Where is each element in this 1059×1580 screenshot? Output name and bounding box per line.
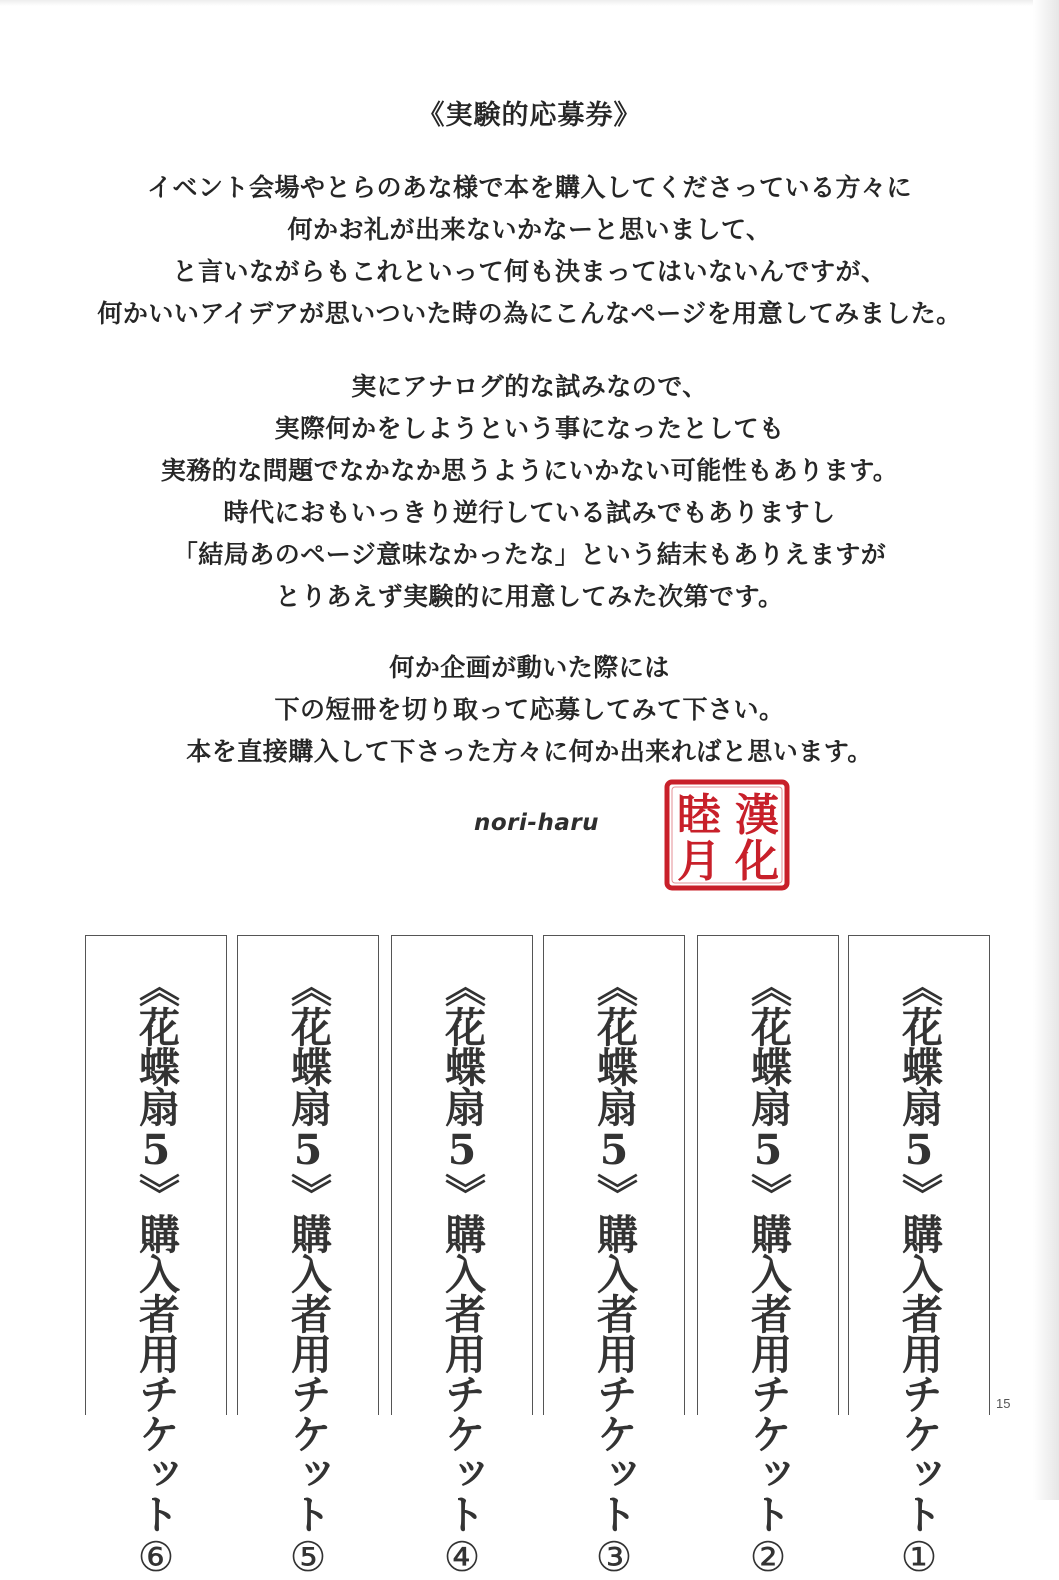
stamp-char: 睦 <box>677 790 721 841</box>
ticket-label: 《花蝶扇5》購入者用チケット② <box>744 966 792 1580</box>
text-line: 何かお礼が出来ないかなーと思いまして、 <box>287 215 772 244</box>
author-signature: nori-haru <box>474 810 600 836</box>
ticket-number: ⑥ <box>132 1533 180 1580</box>
ticket-number: ③ <box>590 1533 638 1580</box>
text-line: 何か企画が動いた際には <box>389 653 670 682</box>
text-line: 下の短冊を切り取って応募してみて下さい。 <box>274 695 785 724</box>
ticket-2[interactable] <box>697 935 839 1580</box>
text-line: 実にアナログ的な試みなので、 <box>351 372 708 401</box>
paragraph-caveats <box>0 366 1059 618</box>
ticket-label: 《花蝶扇5》購入者用チケット③ <box>590 966 638 1580</box>
text-line: 本を直接購入して下さった方々に何か出来ればと思います。 <box>186 737 873 766</box>
ticket-label: 《花蝶扇5》購入者用チケット④ <box>438 966 486 1580</box>
ticket-number: ② <box>744 1533 792 1580</box>
text-line: とりあえず実験的に用意してみた次第です。 <box>275 582 784 611</box>
ticket-number: ④ <box>438 1533 486 1580</box>
ticket-number: ⑤ <box>284 1533 332 1580</box>
ticket-6[interactable] <box>85 935 227 1580</box>
page-title: 《実験的応募券》 <box>417 100 642 131</box>
text-line: 何かいいアイデアが思いついた時の為にこんなページを用意してみました。 <box>97 299 962 328</box>
paragraph-instructions <box>0 647 1059 773</box>
ticket-4[interactable] <box>391 935 533 1580</box>
stamp-char: 漢 <box>735 790 779 841</box>
ticket-label: 《花蝶扇5》購入者用チケット⑤ <box>284 966 332 1580</box>
page-number: 15 <box>996 1396 1011 1411</box>
text-line: イベント会場やとらのあな様で本を購入してくださっている方々に <box>146 173 912 202</box>
ticket-number: ① <box>895 1533 943 1580</box>
ticket-1[interactable] <box>848 935 990 1580</box>
paragraph-intro <box>0 167 1059 335</box>
text-line: 「結局あのページ意味なかったな」という結末もありえますが <box>172 540 887 569</box>
translator-seal-stamp <box>663 778 791 892</box>
page-top-edge-shadow <box>0 0 1059 6</box>
ticket-3[interactable] <box>543 935 685 1580</box>
ticket-label: 《花蝶扇5》購入者用チケット⑥ <box>132 966 180 1580</box>
text-line: と言いながらもこれといって何も決まってはいないんですが、 <box>172 257 887 286</box>
ticket-strip-row <box>85 935 995 1580</box>
text-line: 実務的な問題でなかなか思うようにいかない可能性もあります。 <box>160 456 899 485</box>
text-line: 時代におもいっきり逆行している試みでもありますし <box>223 498 836 527</box>
stamp-char: 月 <box>677 836 721 887</box>
text-line: 実際何かをしようという事になったとしても <box>274 414 785 443</box>
ticket-5[interactable] <box>237 935 379 1580</box>
ticket-label: 《花蝶扇5》購入者用チケット① <box>895 966 943 1580</box>
stamp-char: 化 <box>735 836 779 887</box>
